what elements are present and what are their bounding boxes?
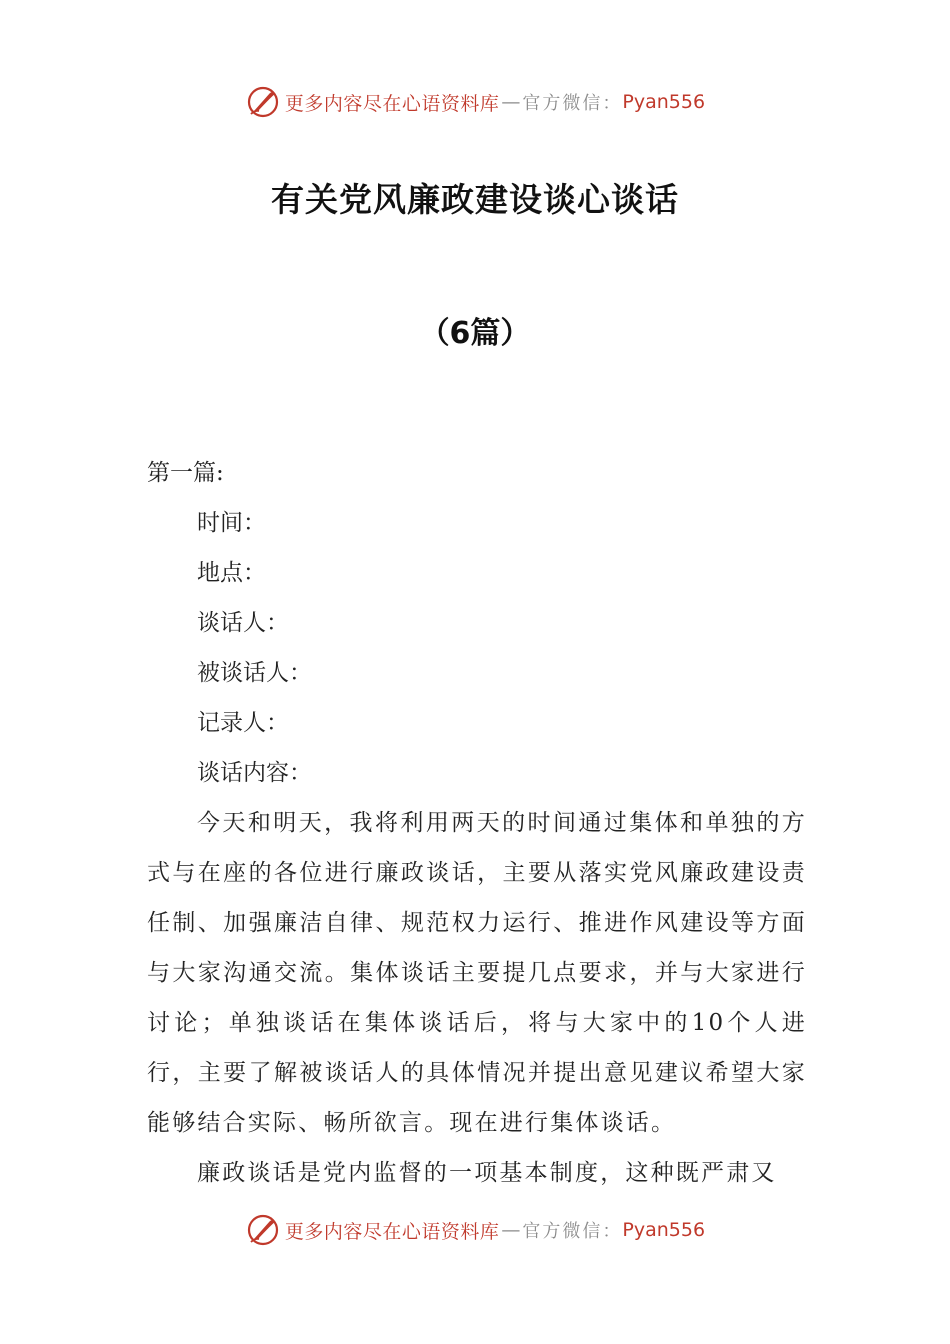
banner-wechat-id: Pyan556: [622, 91, 706, 113]
field-interviewee: 被谈话人：: [197, 660, 312, 686]
document-title: 有关党风廉政建设谈心谈话: [271, 180, 679, 219]
document-body: [147, 448, 807, 1198]
banner-wechat-id: Pyan556: [622, 1219, 706, 1241]
document-subtitle: （6篇）: [419, 316, 531, 351]
field-recorder: 记录人：: [197, 710, 289, 736]
footer-banner: [0, 1208, 950, 1252]
banner-wechat-label: 官方微信：: [522, 1221, 623, 1242]
field-location: 地点：: [197, 560, 266, 586]
banner-wechat-label: 官方微信：: [522, 93, 623, 114]
quill-logo-icon: [245, 84, 281, 120]
field-interviewer: 谈话人：: [197, 610, 289, 636]
banner-dash: —: [501, 91, 521, 113]
banner-text: 更多内容尽在心语资料库: [284, 92, 500, 115]
section-heading: 第一篇:: [147, 460, 224, 486]
paragraph: 廉政谈话是党内监督的一项基本制度，这种既严肃又: [197, 1160, 777, 1186]
field-content: 谈话内容：: [197, 760, 312, 786]
paragraph: 今天和明天，我将利用两天的时间通过集体和单独的方式与在座的各位进行廉政谈话，主要从落实党风廉政建设责任制、加强廉洁自律、规范权力运行、推进作风建设等方面与大家沟通交流。集体谈话主要提几点要求，并与大家进行讨论；单独谈话在集体谈话后，将与大家中的10个人进行，主要了解被谈话人的具体情况并提出意见建议希望大家能够结合实际、畅所欲言。现在进行集体谈话。: [147, 810, 807, 1136]
header-banner: [0, 80, 950, 124]
banner-text: 更多内容尽在心语资料库: [284, 1220, 500, 1243]
banner-dash: —: [501, 1219, 521, 1241]
field-time: 时间：: [197, 510, 266, 536]
quill-logo-icon: [245, 1212, 281, 1248]
